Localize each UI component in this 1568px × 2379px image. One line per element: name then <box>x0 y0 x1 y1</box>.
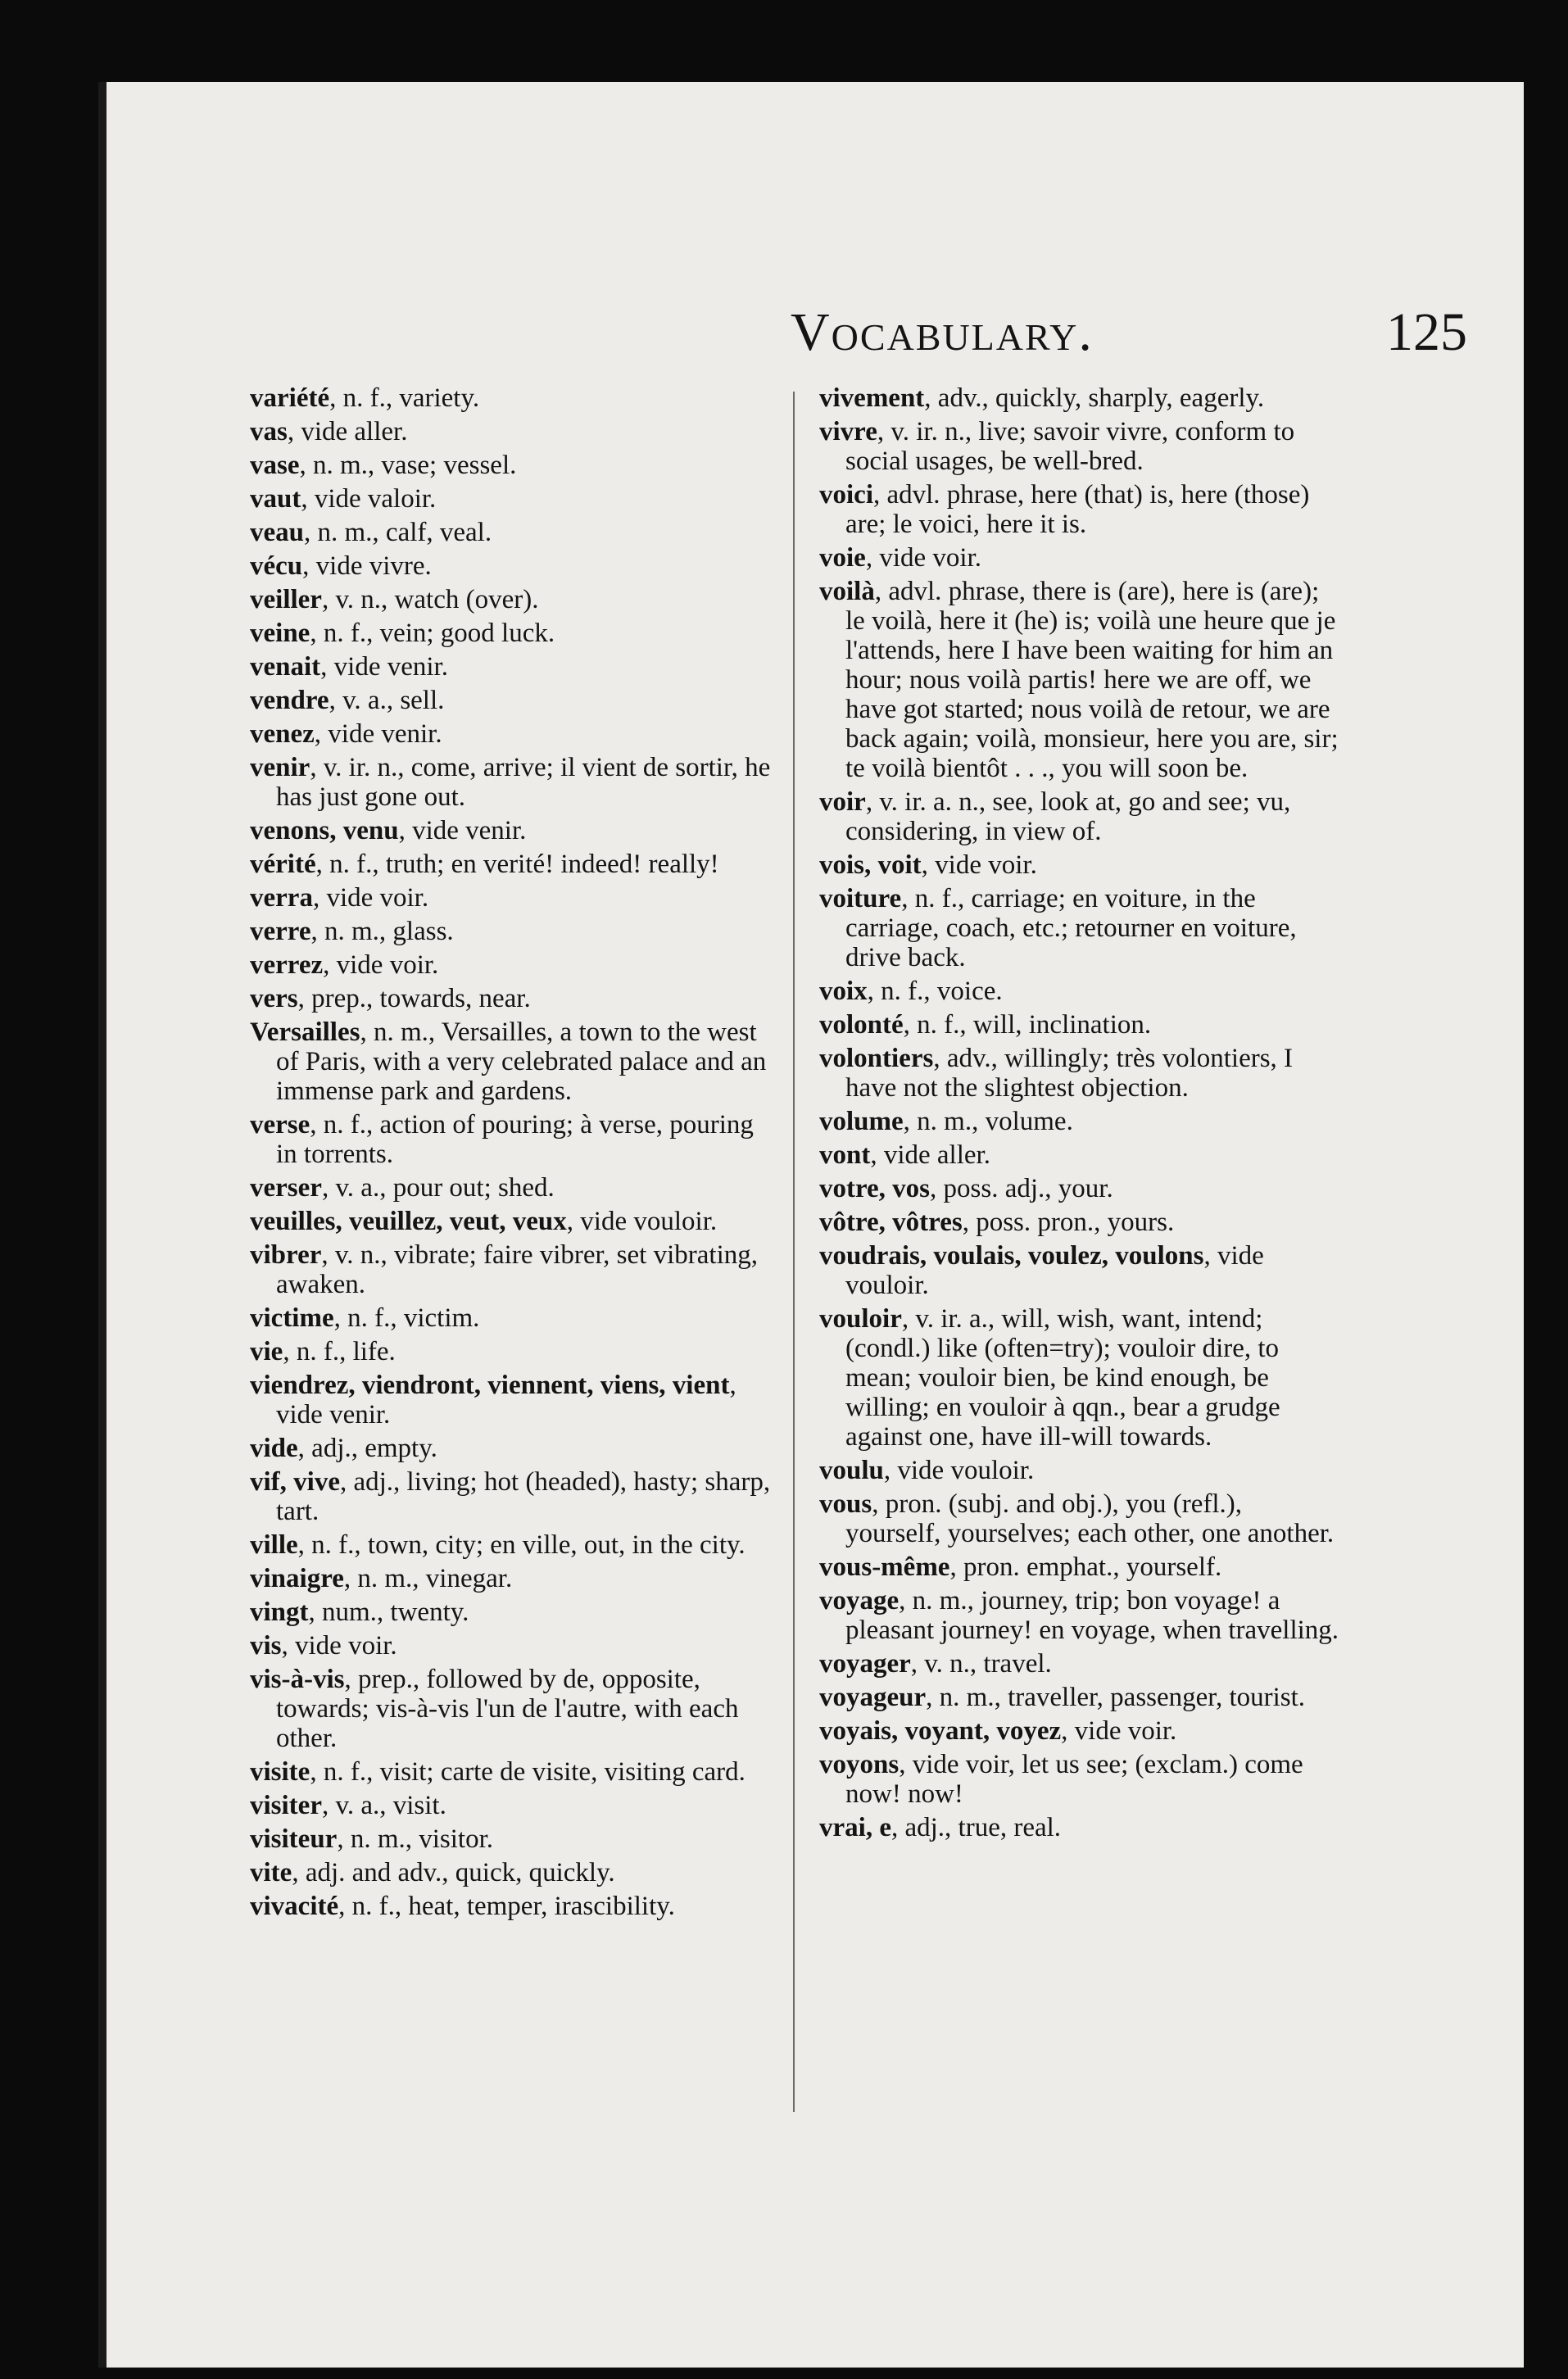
definition: , vide venir. <box>276 1371 736 1430</box>
definition: , v. ir. a., will, wish, want, intend; (condl.) like (often=try); vouloir dire, to mean; vouloir bien, be kind enough, be willing; en vouloir à qqn., bear a grudge against one, have ill-will towards. <box>845 1304 1280 1452</box>
definition: , v. a., pour out; shed. <box>321 1173 555 1203</box>
definition: , adj., true, real. <box>890 1813 1062 1842</box>
headword: verser <box>250 1173 322 1203</box>
headword: veau <box>250 518 304 547</box>
vocabulary-entry <box>819 1750 1344 1809</box>
headword: venons, venu <box>250 816 399 845</box>
headword: variété <box>250 383 330 413</box>
vocabulary-entry <box>250 1791 774 1820</box>
definition: , n. m., volume. <box>903 1107 1073 1136</box>
definition: , n. m., Versailles, a town to the west of Paris, with a very celebrated palace and an immense park and gardens. <box>276 1017 767 1106</box>
headword: voyager <box>819 1649 911 1679</box>
vocabulary-entry <box>250 1564 774 1593</box>
vocabulary-entry <box>819 417 1344 476</box>
headword: viendrez, viendront, viennent, viens, vient <box>250 1371 730 1400</box>
headword: vers <box>250 984 298 1013</box>
definition: , n. f., truth; en verité! indeed! really! <box>315 850 719 879</box>
definition: , n. m., glass. <box>310 917 454 946</box>
headword: victime <box>250 1303 334 1333</box>
vocabulary-entry <box>250 585 774 614</box>
left-column <box>250 383 774 1925</box>
definition: , v. n., watch (over). <box>321 585 539 614</box>
vocabulary-entry <box>819 1044 1344 1103</box>
definition: , n. m., calf, veal. <box>304 518 492 547</box>
vocabulary-entry <box>250 652 774 682</box>
definition: , poss. adj., your. <box>930 1174 1113 1203</box>
headword: voyageur <box>819 1683 927 1712</box>
vocabulary-entry <box>819 1208 1344 1237</box>
headword: vivre <box>819 417 877 446</box>
vocabulary-entry <box>819 1010 1344 1040</box>
definition: , vide valoir. <box>301 484 437 514</box>
headword: Versailles <box>250 1017 360 1047</box>
headword: vide <box>250 1434 298 1463</box>
headword: vérité <box>250 850 316 879</box>
headword: voudrais, voulais, voulez, voulons <box>819 1241 1204 1271</box>
vocabulary-entry <box>250 1530 774 1560</box>
vocabulary-entry <box>250 1371 774 1430</box>
vocabulary-entry <box>819 480 1344 539</box>
definition: , vide voir. <box>921 850 1037 880</box>
headword: vas <box>250 417 288 446</box>
running-header <box>106 301 1524 375</box>
headword: vibrer <box>250 1240 322 1270</box>
definition: , vide aller. <box>287 417 408 446</box>
vocabulary-entry <box>250 1110 774 1169</box>
vocabulary-entry <box>250 753 774 812</box>
headword: verrez <box>250 950 324 980</box>
vocabulary-entry <box>250 1303 774 1333</box>
headword: voix <box>819 977 868 1006</box>
definition: , n. m., vase; vessel. <box>299 451 517 480</box>
vocabulary-entry <box>819 850 1344 880</box>
vocabulary-entry <box>819 1304 1344 1452</box>
vocabulary-entry <box>819 1552 1344 1582</box>
vocabulary-entry <box>819 1813 1344 1842</box>
headword: vite <box>250 1858 292 1887</box>
headword: vingt <box>250 1597 309 1627</box>
definition: , vide aller. <box>870 1140 990 1170</box>
definition: , v. n., travel. <box>910 1649 1052 1679</box>
vocabulary-entry <box>819 977 1344 1006</box>
vocabulary-entry <box>250 1017 774 1106</box>
vocabulary-entry <box>819 577 1344 783</box>
headword: voyons <box>819 1750 900 1779</box>
vocabulary-entry <box>819 1586 1344 1645</box>
headword: veiller <box>250 585 322 614</box>
definition: , adv., willingly; très volontiers, I have not the slightest objection. <box>845 1044 1294 1103</box>
vocabulary-entry <box>250 619 774 648</box>
definition: , vide venir. <box>320 652 448 682</box>
headword: veuilles, veuillez, veut, veux <box>250 1207 567 1236</box>
vocabulary-entry <box>819 1241 1344 1300</box>
definition: , vide voir. <box>312 883 429 913</box>
headword: verra <box>250 883 313 913</box>
vocabulary-entry <box>250 686 774 715</box>
headword: visiteur <box>250 1824 338 1854</box>
definition: , v. a., sell. <box>329 686 445 715</box>
definition: , v. ir. n., live; savoir vivre, conform to social usages, be well-bred. <box>845 417 1295 476</box>
column-rule <box>793 392 795 2112</box>
definition: , poss. pron., yours. <box>962 1208 1175 1237</box>
definition: , n. f., carriage; en voiture, in the carriage, coach, etc.; retourner en voiture, drive back. <box>845 884 1297 972</box>
headword: voici <box>819 480 873 510</box>
definition: , advl. phrase, there is (are), here is (are); le voilà, here it (he) is; voilà une heure que je l'attends, here I have been waiting for him an hour; nous voilà partis! here we are off, we have got started; nous voilà de retour, we are back again; voilà, monsieur, here you are, sir; te voilà bientôt . . ., you will soon be. <box>845 577 1339 783</box>
definition: , n. f., voice. <box>867 977 1003 1006</box>
headword: voilà <box>819 577 875 606</box>
headword: veine <box>250 619 310 648</box>
vocabulary-entry <box>250 950 774 980</box>
definition: , v. ir. n., come, arrive; il vient de sortir, he has just gone out. <box>276 753 771 812</box>
right-column <box>819 383 1344 1847</box>
definition: , n. f., will, inclination. <box>903 1010 1152 1040</box>
definition: , advl. phrase, here (that) is, here (those) are; le voici, here it is. <box>845 480 1310 539</box>
definition: , vide voir. <box>1061 1716 1177 1746</box>
definition: , n. f., action of pouring; à verse, pouring in torrents. <box>276 1110 754 1169</box>
vocabulary-entry <box>250 1597 774 1627</box>
vocabulary-entry <box>819 1107 1344 1136</box>
headword: venez <box>250 719 315 749</box>
vocabulary-entry <box>819 787 1344 846</box>
headword: venait <box>250 652 321 682</box>
headword: volontiers <box>819 1044 934 1073</box>
vocabulary-entry <box>250 451 774 480</box>
vocabulary-entry <box>819 884 1344 972</box>
definition: , adj., living; hot (headed), hasty; sharp, tart. <box>276 1467 771 1526</box>
page-number: 125 <box>1386 302 1467 362</box>
definition: , n. f., visit; carte de visite, visiting card. <box>310 1757 745 1787</box>
definition: , prep., followed by de, opposite, towards; vis-à-vis l'un de l'autre, with each other. <box>276 1665 739 1753</box>
definition: , vide venir. <box>398 816 527 845</box>
vocabulary-entry <box>819 383 1344 413</box>
definition: , n. m., traveller, passenger, tourist. <box>926 1683 1306 1712</box>
headword: vont <box>819 1140 871 1170</box>
definition: , n. m., journey, trip; bon voyage! a pleasant journey! en voyage, when travelling. <box>845 1586 1339 1645</box>
headword: voyais, voyant, voyez <box>819 1716 1062 1746</box>
definition: , adv., quickly, sharply, eagerly. <box>924 383 1265 413</box>
definition: , vide vouloir. <box>883 1456 1035 1485</box>
definition: , vide voir. <box>281 1631 397 1661</box>
headword: volume <box>819 1107 904 1136</box>
definition: , vide vouloir. <box>566 1207 718 1236</box>
headword: vouloir <box>819 1304 902 1334</box>
definition: , n. f., town, city; en ville, out, in the city. <box>297 1530 745 1560</box>
vocabulary-entry <box>250 518 774 547</box>
vocabulary-entry <box>250 417 774 446</box>
vocabulary-entry <box>819 1140 1344 1170</box>
headword: vécu <box>250 551 303 581</box>
headword: voiture <box>819 884 902 913</box>
headword: vinaigre <box>250 1564 344 1593</box>
definition: , v. a., visit. <box>321 1791 446 1820</box>
headword: voyage <box>819 1586 900 1615</box>
vocabulary-entry <box>250 1173 774 1203</box>
vocabulary-entry <box>250 850 774 879</box>
vocabulary-entry <box>819 1649 1344 1679</box>
definition: , v. n., vibrate; faire vibrer, set vibrating, awaken. <box>276 1240 758 1299</box>
headword: voie <box>819 543 866 573</box>
vocabulary-entry <box>819 1489 1344 1548</box>
headword: votre, vos <box>819 1174 931 1203</box>
headword: verre <box>250 917 311 946</box>
definition: , pron. (subj. and obj.), you (refl.), yourself, yourselves; each other, one another. <box>845 1489 1335 1548</box>
headword: vrai, e <box>819 1813 891 1842</box>
headword: verse <box>250 1110 310 1140</box>
vocabulary-entry <box>819 1716 1344 1746</box>
definition: , vide venir. <box>314 719 442 749</box>
vocabulary-entry <box>819 1456 1344 1485</box>
vocabulary-entry <box>250 816 774 845</box>
vocabulary-entry <box>250 1824 774 1854</box>
headword: ville <box>250 1530 298 1560</box>
vocabulary-entry <box>250 719 774 749</box>
definition: , n. f., variety. <box>329 383 480 413</box>
definition: , n. f., vein; good luck. <box>310 619 555 648</box>
definition: , adj. and adv., quick, quickly. <box>292 1858 615 1887</box>
definition: , n. f., life. <box>283 1337 396 1366</box>
vocabulary-entry <box>250 883 774 913</box>
definition: , n. m., visitor. <box>337 1824 494 1854</box>
headword: vis-à-vis <box>250 1665 345 1694</box>
running-title: Vocabulary. <box>791 302 1094 362</box>
headword: voir <box>819 787 866 817</box>
headword: vaut <box>250 484 301 514</box>
headword: vivacité <box>250 1892 339 1921</box>
definition: , adj., empty. <box>297 1434 437 1463</box>
vocabulary-entry <box>250 1337 774 1366</box>
vocabulary-entry <box>819 1683 1344 1712</box>
vocabulary-entry <box>250 383 774 413</box>
definition: , vide voir, let us see; (exclam.) come now! now! <box>845 1750 1303 1809</box>
headword: vous-même <box>819 1552 950 1582</box>
definition: , prep., towards, near. <box>297 984 531 1013</box>
vocabulary-entry <box>250 551 774 581</box>
vocabulary-entry <box>250 1858 774 1887</box>
vocabulary-entry <box>819 543 1344 573</box>
headword: vois, voit <box>819 850 922 880</box>
headword: vivement <box>819 383 925 413</box>
headword: vase <box>250 451 300 480</box>
definition: , vide voir. <box>865 543 981 573</box>
headword: vous <box>819 1489 872 1519</box>
vocabulary-entry <box>250 1892 774 1921</box>
headword: volonté <box>819 1010 904 1040</box>
vocabulary-entry <box>250 1207 774 1236</box>
vocabulary-entry <box>250 984 774 1013</box>
headword: vendre <box>250 686 329 715</box>
definition: , vide voir. <box>323 950 439 980</box>
headword: visite <box>250 1757 310 1787</box>
definition: , vide vouloir. <box>845 1241 1264 1300</box>
headword: venir <box>250 753 310 782</box>
definition: , num., twenty. <box>308 1597 469 1627</box>
vocabulary-entry <box>250 1467 774 1526</box>
headword: vôtre, vôtres <box>819 1208 963 1237</box>
vocabulary-entry <box>250 484 774 514</box>
definition: , pron. emphat., yourself. <box>949 1552 1222 1582</box>
vocabulary-entry <box>250 1240 774 1299</box>
vocabulary-entry <box>250 1665 774 1753</box>
headword: vie <box>250 1337 283 1366</box>
headword: visiter <box>250 1791 322 1820</box>
definition: , n. f., heat, temper, irascibility. <box>338 1892 675 1921</box>
vocabulary-entry <box>819 1174 1344 1203</box>
vocabulary-entry <box>250 917 774 946</box>
headword: vif, vive <box>250 1467 340 1497</box>
headword: voulu <box>819 1456 884 1485</box>
vocabulary-entry <box>250 1757 774 1787</box>
definition: , vide vivre. <box>302 551 432 581</box>
headword: vis <box>250 1631 282 1661</box>
definition: , n. m., vinegar. <box>343 1564 513 1593</box>
vocabulary-entry <box>250 1631 774 1661</box>
vocabulary-entry <box>250 1434 774 1463</box>
definition: , n. f., victim. <box>333 1303 480 1333</box>
definition: , v. ir. a. n., see, look at, go and see; vu, considering, in view of. <box>845 787 1291 846</box>
